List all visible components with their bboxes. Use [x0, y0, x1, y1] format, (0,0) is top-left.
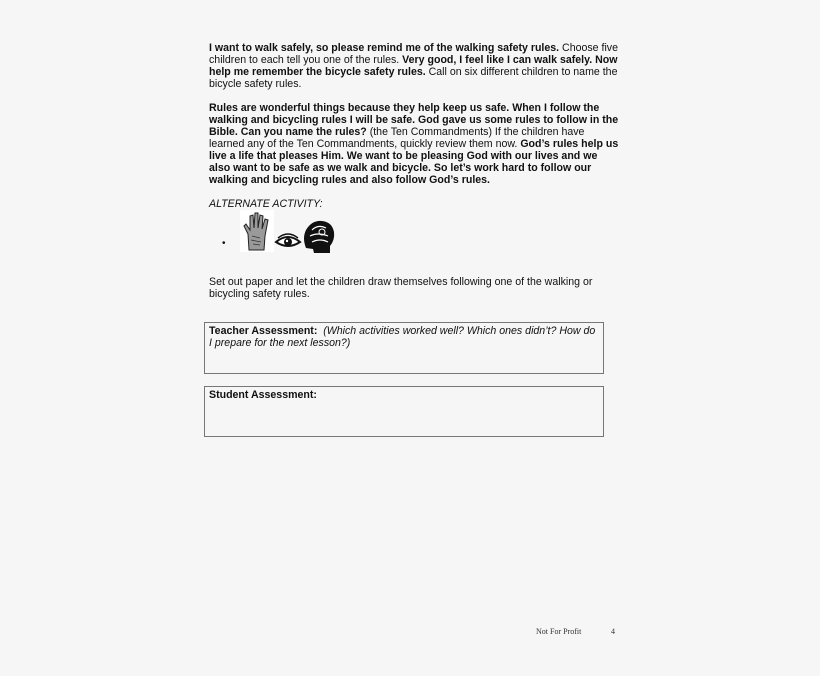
hand-icon	[240, 210, 274, 252]
gods-rules-paragraph	[209, 102, 619, 186]
eye-icon	[274, 232, 302, 250]
page-number: 4	[611, 627, 615, 636]
student-assessment-label: Student Assessment:	[209, 389, 317, 401]
teacher-assessment-label: Teacher Assessment:	[209, 325, 318, 337]
teacher-assessment-box	[204, 322, 604, 374]
para1-text-1: Choose five children to each tell you one of the rules.	[209, 42, 618, 66]
student-assessment-box	[204, 386, 604, 437]
sense-icons	[222, 210, 342, 254]
alternate-activity-label: ALTERNATE ACTIVITY:	[209, 198, 323, 210]
drawing-activity-paragraph: Set out paper and let the children draw themselves following one of the walking or bicycling safety rules.	[209, 276, 593, 300]
para2-text: (the Ten Commandments) If the children have learned any of the Ten Commandments, quickly review them now.	[209, 126, 585, 150]
teacher-assessment-prompt: (Which activities worked well? Which ones didn’t? How do I prepare for the next lesson?)	[209, 325, 596, 349]
footer-text: Not For Profit	[536, 627, 582, 636]
para1-bold-2: Very good, I feel like I can walk safely. Now help me remember the bicycle safety rules.	[209, 54, 618, 78]
walking-rules-paragraph	[209, 42, 619, 90]
para2-bold-1: Rules are wonderful things because they help keep us safe. When I follow the walking and bicycling rules I will be safe. God gave us some rules to follow in the Bible. Can you name the rules?	[209, 102, 619, 138]
head-icon	[300, 218, 336, 254]
para1-text-2: Call on six different children to name the bicycle safety rules.	[209, 66, 618, 90]
bullet: •	[222, 238, 226, 249]
para2-bold-2: God’s rules help us live a life that pleases Him. We want to be pleasing God with our lives and we also want to be safe as we walk and bicycle. So let’s work hard to follow our walking and bicycling rules and also follow God’s rules.	[209, 138, 619, 186]
para1-bold-1: I want to walk safely, so please remind me of the walking safety rules.	[209, 42, 560, 54]
